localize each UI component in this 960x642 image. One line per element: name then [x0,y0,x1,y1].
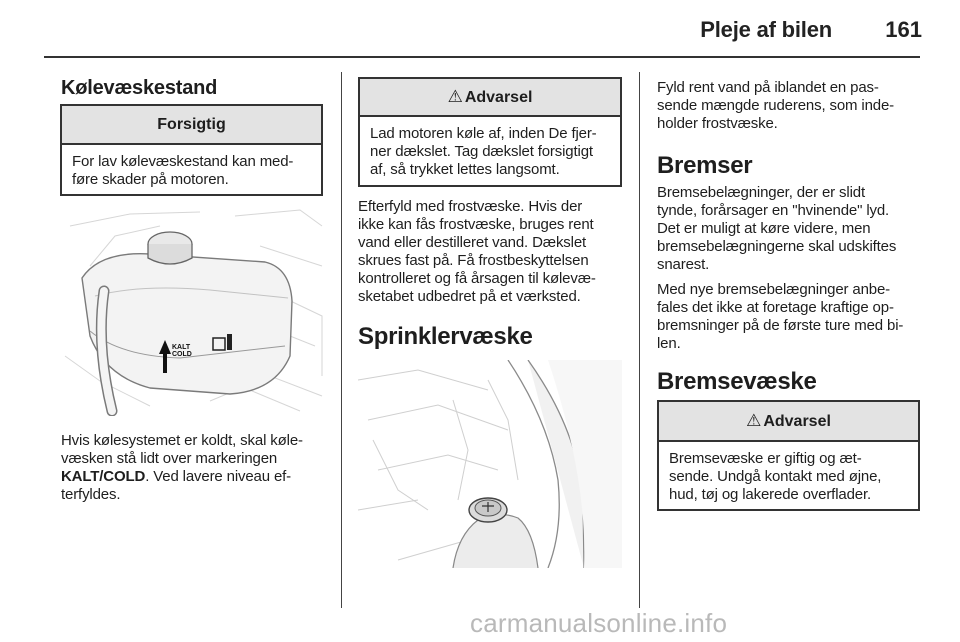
section-heading-coolant-level: Kølevæskestand [61,77,218,99]
warning-line: sende. Undgå kontakt med øjne, [669,468,882,485]
paragraph-line: Det er muligt at køre videre, men [657,220,871,237]
warning-box-coolant [358,77,622,187]
warning-title: Advarsel [464,89,533,106]
watermark-text: carmanualsonline.info [470,608,728,638]
kalt-cold-term: KALT/COLD [61,468,146,485]
reservoir-label-kalt: KALT [172,344,191,351]
caution-body [62,145,321,189]
brake-pads-paragraph [657,184,932,274]
paragraph-line: fales det ikke at foretage kraftige op- [657,299,894,316]
warning-title: Advarsel [763,413,831,430]
caution-box [60,104,323,196]
paragraph-line: skrues fast på. Få frostbeskyttelsen [358,252,589,269]
running-header-title: Pleje af bilen [700,17,832,42]
warning-triangle-icon: ⚠ [447,87,463,106]
paragraph-line: sketabet udbedret på et værksted. [358,288,581,305]
paragraph-line: ikke kan fås frostvæske, bruges rent [358,216,594,233]
washer-fluid-drawing [358,360,622,568]
paragraph-line: bremsninger på de første ture med bi- [657,317,904,334]
warning-line: ner dækslet. Tag dækslet forsigtigt [370,143,593,160]
paragraph-line: bremsebelægningerne skal udskiftes [657,238,897,255]
page-number: 161 [885,17,922,42]
paragraph-line: holder frostvæske. [657,115,778,132]
paragraph-line: Bremsebelægninger, der er slidt [657,184,865,201]
paragraph-line: len. [657,335,681,352]
paragraph-line: Med nye bremsebelægninger anbe- [657,281,890,298]
warning-body [659,442,918,504]
washer-fluid-reservoir-illustration [358,360,622,568]
paragraph-line: Hvis kølesystemet er koldt, skal køle- [61,432,303,449]
reservoir-label-cold: COLD [172,351,192,358]
paragraph-line: KALT/COLD. Ved lavere niveau ef- [61,468,292,485]
caution-line: føre skader på motoren. [72,171,229,188]
caution-box-header [62,106,321,145]
paragraph-line: Efterfyld med frostvæske. Hvis der [358,198,583,215]
antifreeze-paragraph [358,198,630,306]
header-rule [44,56,920,58]
column-divider-1 [341,72,342,608]
section-heading-brakes: Bremser [657,152,753,179]
new-brake-pads-paragraph [657,281,932,353]
paragraph-line: tynde, forårsager en "hvinende" lyd. [657,202,890,219]
warning-line: hud, tøj og lakerede overflader. [669,486,871,503]
warning-line: Lad motoren køle af, inden De fjer- [370,125,597,142]
paragraph-line: sende mængde ruderens, som inde- [657,97,895,114]
section-heading-brake-fluid: Bremsevæske [657,368,817,395]
washer-fluid-paragraph [657,79,927,133]
warning-box-header [659,402,918,442]
caution-title: Forsigtig [157,116,226,133]
paragraph-line: terfyldes. [61,486,121,503]
paragraph-line: Fyld rent vand på iblandet en pas- [657,79,879,96]
column-divider-2 [639,72,640,608]
paragraph-line: væsken stå lidt over markeringen [61,450,278,467]
caution-line: For lav kølevæskestand kan med- [72,153,294,170]
coolant-reservoir-illustration [60,206,323,416]
warning-box-brake-fluid [657,400,920,511]
reservoir-label [172,344,192,358]
warning-line: af, så trykket lettes langsomt. [370,161,560,178]
paragraph-line: kontrolleret og få årsagen til kølevæ- [358,270,596,287]
warning-triangle-icon: ⚠ [746,411,762,430]
paragraph-line: vand eller destilleret vand. Dækslet [358,234,587,251]
section-heading-washer-fluid: Sprinklervæske [358,323,533,350]
coolant-level-paragraph [61,432,331,504]
coolant-reservoir-drawing [60,206,323,416]
paragraph-line: snarest. [657,256,710,273]
warning-box-header [360,79,620,117]
warning-line: Bremsevæske er giftig og æt- [669,450,862,467]
warning-body [360,117,620,179]
